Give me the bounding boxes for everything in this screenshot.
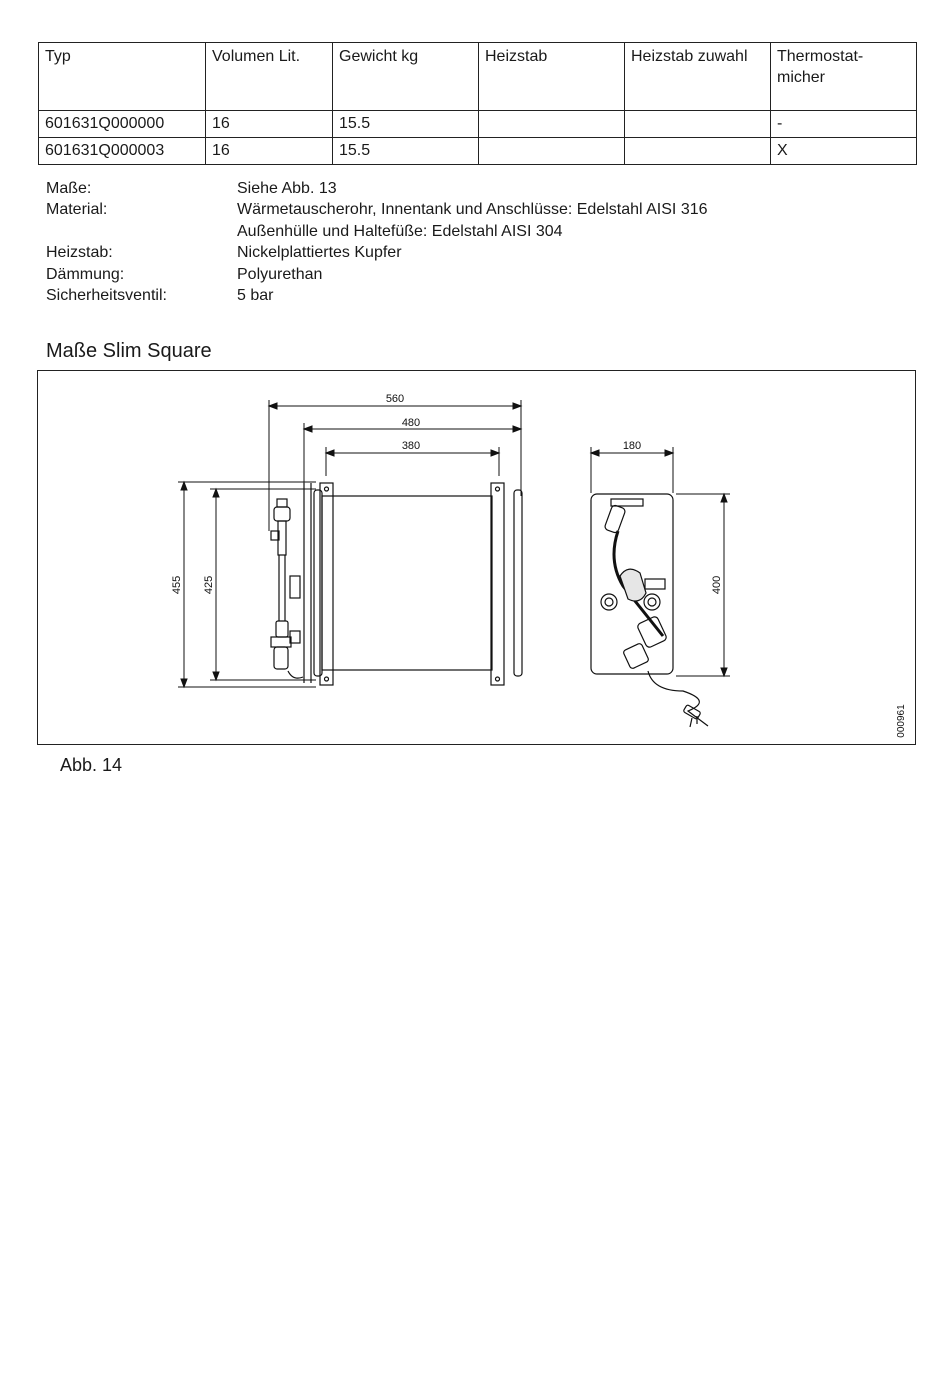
property-value: Außenhülle und Haltefüße: Edelstahl AISI 304 [237, 222, 563, 240]
property-label: Heizstab: [46, 244, 113, 262]
property-row [46, 199, 708, 220]
col-header-volume: Volumen Lit. [206, 43, 333, 111]
cell-weight: 15.5 [333, 111, 479, 138]
col-header-weight: Gewicht kg [333, 43, 479, 111]
property-value: Siehe Abb. 13 [237, 180, 337, 197]
property-value: Polyurethan [237, 265, 323, 283]
property-label [46, 221, 237, 242]
cell-heating-rod [479, 138, 625, 165]
cell-weight: 15.5 [333, 138, 479, 165]
property-label: Material: [46, 201, 108, 219]
dim-label-body-height: 425 [203, 575, 215, 595]
table-row [39, 111, 917, 138]
cell-heating-rod-option [625, 111, 771, 138]
dim-label-body-length: 480 [401, 417, 421, 429]
property-value: Wärmetauscherohr, Innentank und Anschlüsse: Edelstahl AISI 316 [237, 201, 708, 219]
property-row [46, 221, 708, 242]
dim-label-overall-height: 455 [171, 575, 183, 595]
cell-volume: 16 [206, 138, 333, 165]
cell-volume: 16 [206, 111, 333, 138]
cell-heating-rod-option [625, 138, 771, 165]
table-header-row [39, 43, 917, 111]
cell-thermostat-mixer: - [771, 111, 917, 138]
dimension-drawing [37, 370, 916, 745]
dim-line-560 [269, 400, 521, 531]
dim-line-455 [178, 482, 316, 687]
property-value: Nickelplattiertes Kupfer [237, 244, 402, 262]
cell-heating-rod [479, 111, 625, 138]
tank-side-view [271, 483, 522, 685]
property-row [46, 178, 708, 199]
dim-label-end-width: 180 [622, 440, 642, 452]
property-value: 5 bar [237, 287, 274, 305]
tank-end-view [591, 494, 708, 727]
property-label: Sicherheitsventil: [46, 287, 167, 305]
table-row [39, 138, 917, 165]
property-label: Maße: [46, 180, 92, 197]
cell-typ: 601631Q000000 [39, 111, 206, 138]
cell-thermostat-mixer: X [771, 138, 917, 165]
dim-label-bracket-spacing: 380 [401, 440, 421, 452]
dim-label-end-height: 400 [711, 575, 723, 595]
col-header-heating-rod-option: Heizstab zuwahl [625, 43, 771, 111]
spec-table [38, 42, 917, 165]
drawing-id: 000961 [896, 704, 907, 738]
col-header-typ: Typ [39, 43, 206, 111]
dim-label-overall-length: 560 [385, 393, 405, 405]
figure-caption: Abb. 14 [60, 755, 123, 775]
technical-drawing [38, 371, 917, 746]
dim-line-180 [591, 447, 673, 493]
property-row [46, 285, 708, 306]
col-header-heating-rod: Heizstab [479, 43, 625, 111]
property-label: Dämmung: [46, 265, 125, 283]
section-title: Maße Slim Square [46, 340, 212, 362]
col-header-thermostat-mixer: Thermostat- micher [771, 43, 917, 111]
property-row [46, 264, 708, 285]
cell-typ: 601631Q000003 [39, 138, 206, 165]
properties-list [46, 178, 708, 306]
property-row [46, 242, 708, 263]
